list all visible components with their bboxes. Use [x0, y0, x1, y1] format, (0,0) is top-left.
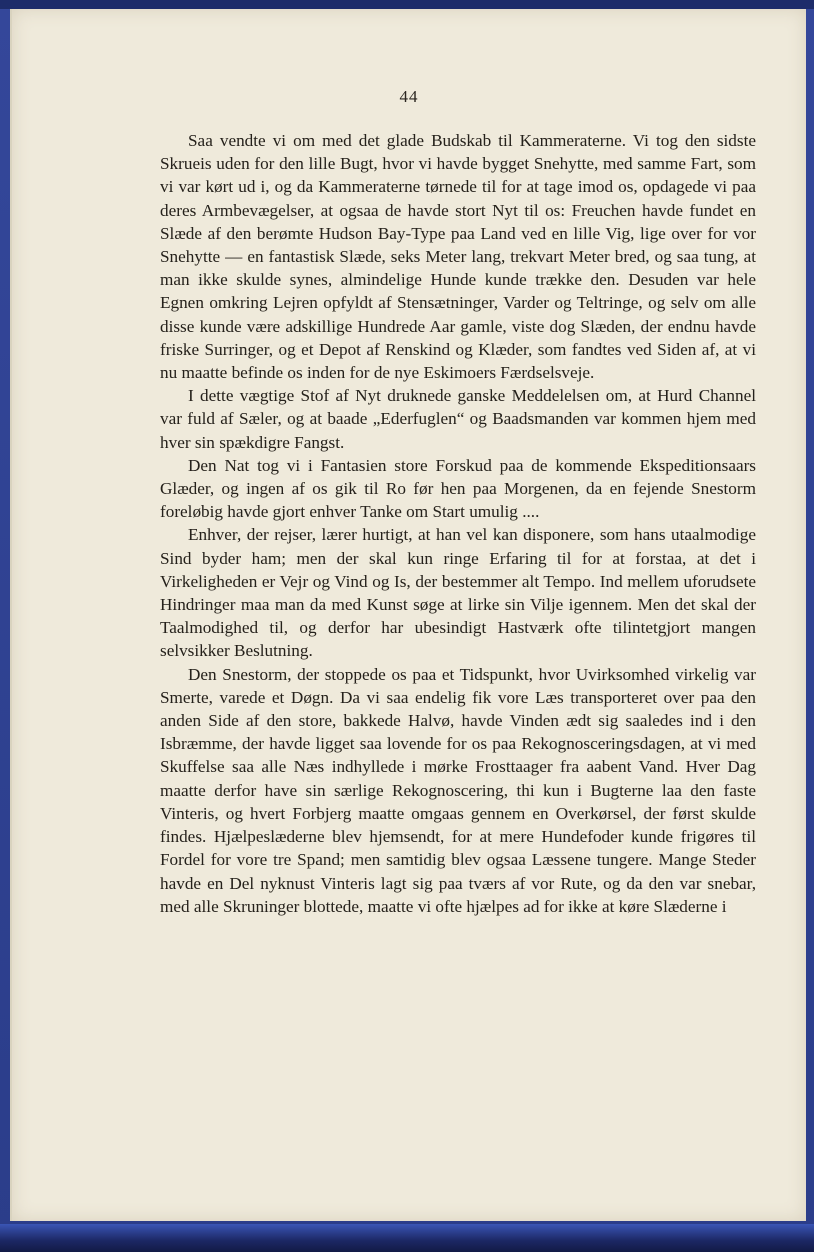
- paragraph-4: Enhver, der rejser, lærer hurtigt, at han vel kan disponere, som hans utaalmodige Sind byder ham; men der skal kun ringe Erfaring til for at forstaa, at det i Virkeligheden er Vejr og Vind og Is, der bestemmer alt Tempo. Ind mellem uforudsete Hindringer maa man da med Kunst søge at lirke sin Vilje igennem. Men det skal der Taalmodighed til, og derfor har ubesindigt Hastværk ofte tilintetgjort mangen selvsikker Beslutning.: [160, 525, 756, 661]
- paragraph-1: Saa vendte vi om med det glade Budskab til Kammeraterne. Vi tog den sidste Skrueis uden for den lille Bugt, hvor vi havde bygget Snehytte, med samme Fart, som vi var kørt ud i, og da Kammeraterne tørnede til for at tage imod os, opdagede vi paa deres Armbevægelser, at ogsaa de havde stort Nyt til os: Freuchen havde fundet en Slæde af den berømte Hudson Bay-Type paa Land ved en lille Vig, lige over for vor Snehytte — en fantastisk Slæde, seks Meter lang, trekvart Meter bred, og saa tung, at man ikke skulde synes, almindelige Hunde kunde trække den. Desuden var hele Egnen omkring Lejren opfyldt af Stensætninger, Varder og Teltringe, og selv om alle disse kunde være adskillige Hundrede Aar gamle, viste dog Slæden, der endnu havde friske Surringer, og et Depot af Renskind og Klæder, som fandtes ved Siden af, at vi nu maatte befinde os inden for de nye Eskimoers Færdselsveje.: [160, 131, 756, 383]
- cover-top-edge: [0, 0, 814, 9]
- page-number: 44: [399, 87, 419, 106]
- cover-bottom-edge: [0, 1224, 814, 1252]
- paragraph-5: Den Snestorm, der stoppede os paa et Tidspunkt, hvor Uvirksomhed virkelig var Smerte, varede et Døgn. Da vi saa endelig fik vore Læs transporteret over paa den anden Side af den store, bakkede Halvø, havde Vinden ædt sig saaledes ind i den Isbræmme, der havde ligget saa lovende for os paa Rekognosceringsdagen, at vi med Skuffelse saa alle Næs indhyllede i mørke Frosttaager fra aabent Vand. Hver Dag maatte derfor have sin særlige Rekognoscering, thi kun i Bugterne laa den faste Vinteris, og hvert Forbjerg maatte omgaas gennem en Overkørsel, der først skulde findes. Hjælpeslæderne blev hjemsendt, for at mere Hundefoder kunde frigøres til Fordel for vore tre Spand; men samtidig blev ogsaa Læssene tungere. Mange Steder havde en Del nyknust Vinteris lagt sig paa tværs af vor Rute, og da den var snebar, med alle Skruninger blottede, maatte vi ofte hjælpes ad for ikke at køre Slæderne i: [160, 664, 756, 916]
- paragraph-3: Den Nat tog vi i Fantasien store Forskud paa de kommende Ekspeditionsaars Glæder, og ingen af os gik til Ro før hen paa Morgenen, da en fejende Snestorm foreløbig havde gjort enhver Tanke om Start umulig ....: [160, 455, 756, 522]
- book-page: [10, 9, 806, 1221]
- body-text: [160, 129, 756, 918]
- paragraph-2: I dette vægtige Stof af Nyt druknede ganske Meddelelsen om, at Hurd Channel var fuld af Sæler, og at baade „Ederfuglen“ og Baadsmanden var kommen hjem med hver sin spækdigre Fangst.: [160, 386, 756, 452]
